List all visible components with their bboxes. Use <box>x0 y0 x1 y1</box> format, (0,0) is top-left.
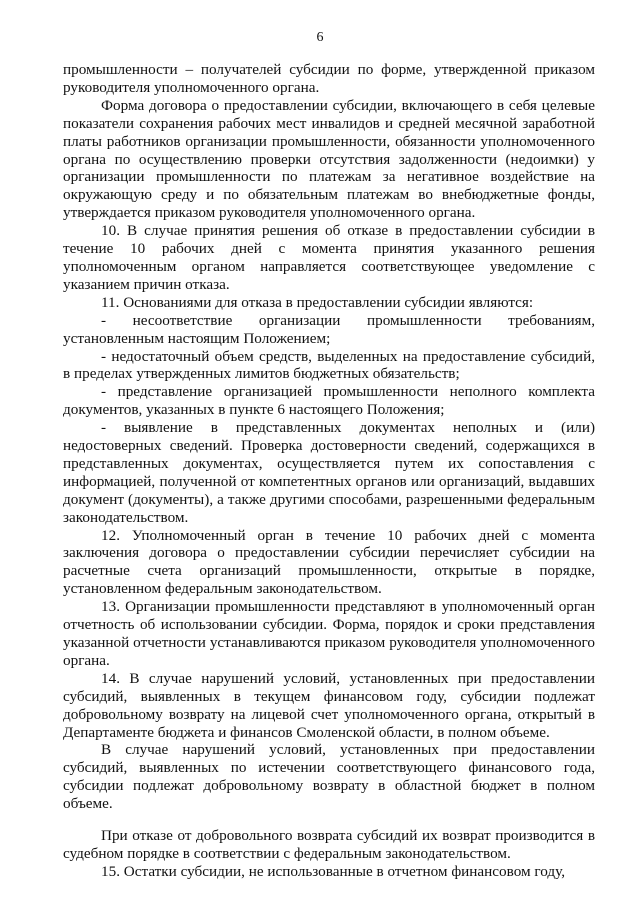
paragraph-item-11: 11. Основаниями для отказа в предоставлении субсидии являются: <box>101 293 534 311</box>
paragraph-item-15: 15. Остатки субсидии, не использованные в отчетном финансовом году, <box>101 862 566 880</box>
list-item-noncompliance: - несоответствие организации промышленности требованиям, установленным настоящим Положением; <box>63 311 595 347</box>
paragraph-item-14: 14. В случае нарушений условий, установленных при предоставлении субсидий, выявленных в текущем финансовом году, субсидии подлежат добровольному возврату на лицевой счет уполномоченного органа, открытый в Департаменте бюджета и финансов Смоленской области, в полном объеме. <box>63 669 595 741</box>
page-number: 6 <box>316 30 324 45</box>
paragraph-continuation: промышленности – получателей субсидии по форме, утвержденной приказом руководителя уполномоченного органа. <box>63 61 595 96</box>
list-item-incomplete-documents: - представление организацией промышленности неполного комплекта документов, указанных в пункте 6 настоящего Положения; <box>63 383 595 419</box>
list-item-insufficient-funds: - недостаточный объем средств, выделенных на предоставление субсидий, в пределах утвержденных лимитов бюджетных обязательств; <box>63 347 595 383</box>
paragraph-item-10: 10. В случае принятия решения об отказе в предоставлении субсидии в течение 10 рабочих дней с момента принятия указанного решения уполномоченным органом направляется соответствующее уведомление с указанием причин отказа. <box>63 222 595 293</box>
document-body <box>63 61 595 881</box>
paragraph-court-return: При отказе от добровольного возврата субсидий их возврат производится в судебном порядке в соответствии с федеральным законодательством. <box>63 827 595 862</box>
list-item-inaccurate-data: - выявление в представленных документах неполных и (или) недостоверных сведений. Проверка достоверности сведений, содержащихся в представленных документах, осуществляется путем их сопоставления с информацией, полученной от компетентных органов или организаций, выдавших документ (документы), а также другими способами, разрешенными федеральным законодательством. <box>63 419 595 526</box>
paragraph-contract-form: Форма договора о предоставлении субсидии, включающего в себя целевые показатели сохранения рабочих мест инвалидов и средней месячной заработной платы работников организации промышленности, обязанности уполномоченного органа по осуществлению проверки отсутствия задолженности (недоимки) у организации промышленности по платежам за негативное воздействие на окружающую среду и по обязательным платежам во внебюджетные фонды, утверждается приказом руководителя уполномоченного органа. <box>63 96 595 222</box>
paragraph-item-13: 13. Организации промышленности представляют в уполномоченный орган отчетность об использовании субсидии. Форма, порядок и сроки представления указанной отчетности устанавливаются приказом руководителя уполномоченного органа. <box>63 598 595 669</box>
paragraph-item-12: 12. Уполномоченный орган в течение 10 рабочих дней с момента заключения договора о предоставлении субсидии перечисляет субсидии на расчетные счета организаций промышленности, открытые в порядке, установленном федеральным законодательством. <box>63 526 595 598</box>
paragraph-violation-after-year: В случае нарушений условий, установленных при предоставлении субсидий, выявленных по истечении соответствующего финансового года, субсидии подлежат добровольному возврату в областной бюджет в полном объеме. <box>63 741 595 813</box>
